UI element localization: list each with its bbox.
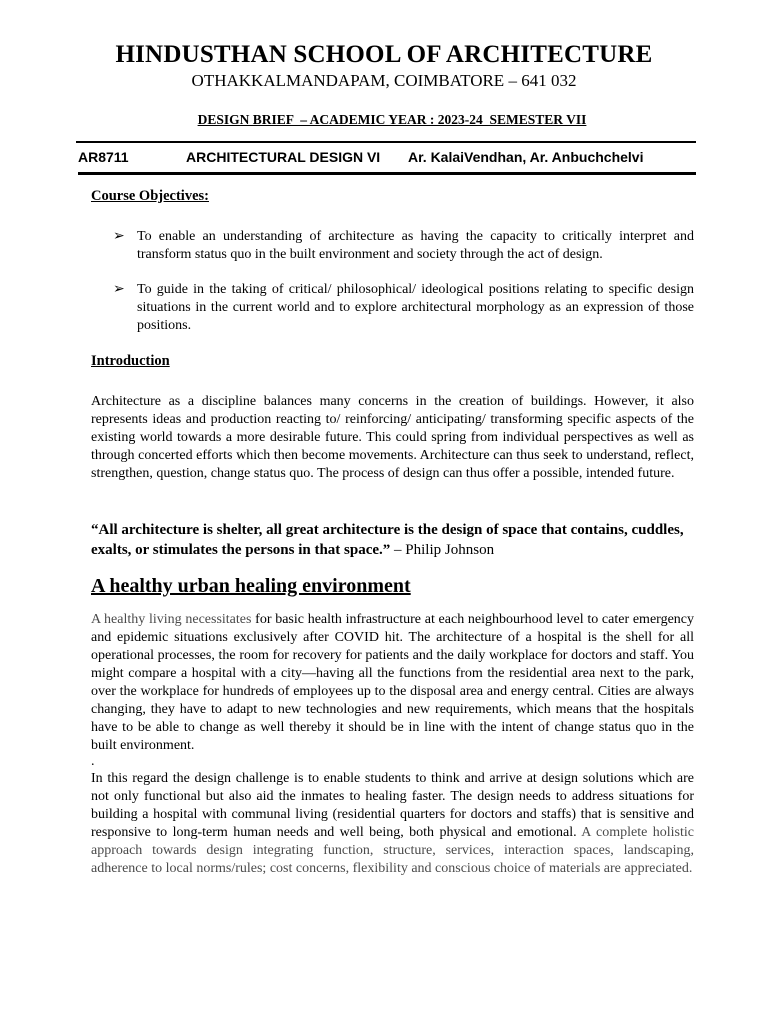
objectives-heading: Course Objectives: (91, 188, 209, 204)
separator-dot: . (91, 754, 95, 769)
bullet-arrow-icon: ➢ (113, 229, 125, 244)
design-brief-line: DESIGN BRIEF – ACADEMIC YEAR : 2023-24 SEMESTER VII (197, 112, 587, 127)
introduction-paragraph: Architecture as a discipline balances many concerns in the creation of buildings. However, it also represents ideas and production reacting to/ reinforcing/ anticipating/ transforming specific aspects of the existing world towards a more desirable future. This could spring from individual perspectives as well as through concerted efforts which then become movements. Architecture can thus seek to understand, reflect, strengthen, question, change status quo. The process of design can thus offer a possible, intended future. (91, 394, 694, 481)
section-paragraph-1 (91, 611, 694, 755)
course-code: AR8711 (78, 149, 129, 165)
school-title: HINDUSTHAN SCHOOL OF ARCHITECTURE (115, 41, 653, 68)
school-address: OTHAKKALMANDAPAM, COIMBATORE – 641 032 (191, 71, 577, 90)
bullet-arrow-icon: ➢ (113, 282, 125, 297)
paragraph-lead: A healthy living necessitates (91, 612, 252, 627)
paragraph-body: for basic health infrastructure at each neighbourhood level to cater emergency and epidemic situations exclusively after COVID hit. The architecture of a hospital is the shell for all operational processes, the room for recovery for patients and the daily workplace for doctors and staff. You might compare a hospital with a city—having all the functions from the residential area next to the park, over the workplace for hundreds of employees up to the disposal area and energy central. Cities are always changing, they have to adapt to new technologies and new requirements, which means that the hospitals have to be able to change as well thereby it should be in line with the intent of change status quo in the built environment. (91, 612, 694, 753)
paragraph-tail: A complete holistic approach towards design integrating function, structure, services, interaction spaces, landscaping, adherence to local norms/rules; cost concerns, flexibility and conscious choice of materials are appreciated. (91, 825, 694, 876)
section-paragraph-2 (91, 770, 694, 878)
quote-text: “All architecture is shelter, all great architecture is the design of space that contains, cuddles, exalts, or stimulates the persons in that space.” (91, 522, 684, 558)
course-title: ARCHITECTURAL DESIGN VI (186, 149, 381, 165)
section-heading: A healthy urban healing environment (91, 575, 411, 597)
top-rule (76, 141, 696, 143)
quote-block (91, 520, 694, 560)
introduction-heading: Introduction (91, 353, 170, 369)
quote-author: Philip Johnson (405, 542, 495, 558)
bottom-rule (78, 172, 696, 175)
paragraph-body: In this regard the design challenge is to enable students to think and arrive at design solutions which are not only functional but also aid the inmates to healing faster. The design needs to address situations for building a hospital with communal living (residential quarters for doctors and staffs) that is sensitive and responsive to long-term human needs and well being, both physical and emotional. (91, 771, 694, 840)
course-faculty: Ar. KalaiVendhan, Ar. Anbuchchelvi (408, 149, 644, 165)
objective-item: To guide in the taking of critical/ philosophical/ ideological positions relating to specific design situations in the current world and to explore architectural morphology as an expression of those positions. (137, 282, 694, 333)
objective-item: To enable an understanding of architecture as having the capacity to critically interpret and transform status quo in the built environment and society through the act of design. (137, 229, 694, 262)
quote-dash: – (390, 542, 406, 558)
